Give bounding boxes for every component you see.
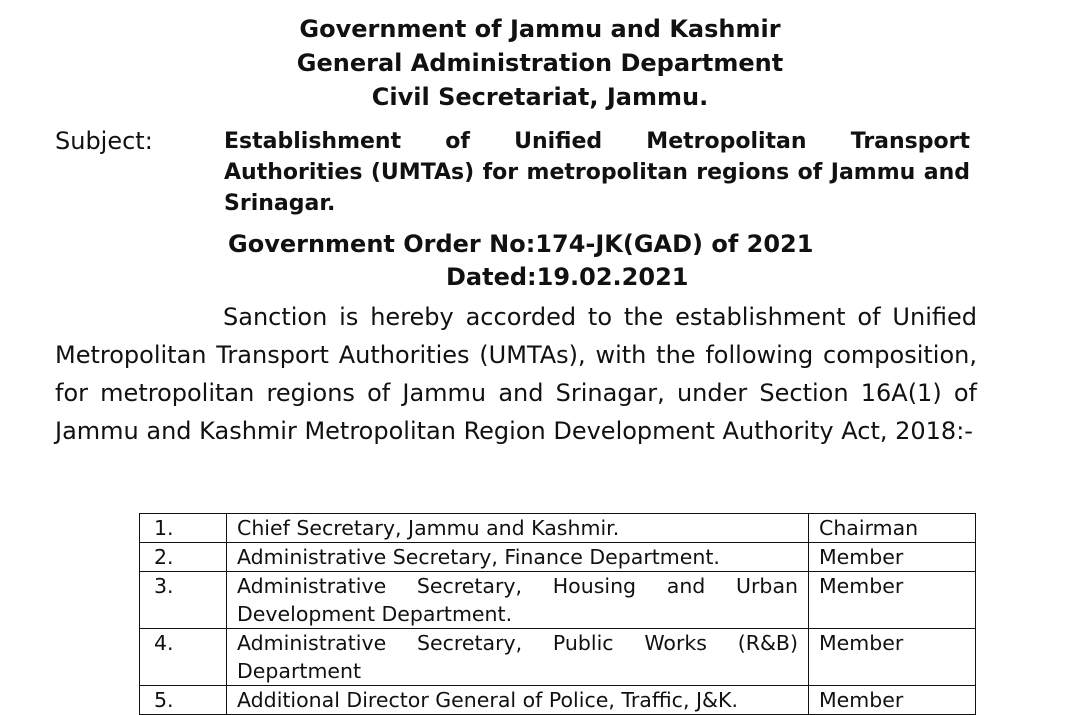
table-row [140,543,976,572]
row-role: Member [809,543,976,572]
row-designation: Administrative Secretary, Housing and Urban Development Department. [227,572,809,629]
order-date: Dated:19.02.2021 [446,263,689,291]
row-role: Chairman [809,514,976,543]
subject-text: Establishment of Unified Metropolitan Transport Authorities (UMTAs) for metropolitan regions of Jammu and Srinagar. [224,129,970,216]
row-number: 4. [140,629,227,686]
order-number: Government Order No:174-JK(GAD) of 2021 [228,230,814,258]
row-number: 5. [140,686,227,715]
row-number: 3. [140,572,227,629]
row-designation: Chief Secretary, Jammu and Kashmir. [227,514,809,543]
row-designation: Additional Director General of Police, Traffic, J&K. [227,686,809,715]
row-designation: Administrative Secretary, Finance Department. [227,543,809,572]
department-title: General Administration Department [296,49,784,77]
row-number: 1. [140,514,227,543]
table-row [140,514,976,543]
table-row [140,629,976,686]
government-title: Government of Jammu and Kashmir [299,15,781,43]
table-row [140,686,976,715]
order-paragraph: Sanction is hereby accorded to the establishment of Unified Metropolitan Transport Authorities (UMTAs), with the following composition, for metropolitan regions of Jammu and Srinagar, under Section 16A(1) of Jammu and Kashmir Metropolitan Region Development Authority Act, 2018:- [55,303,977,445]
subject-label: Subject: [55,127,153,155]
table-row [140,572,976,629]
row-role: Member [809,572,976,629]
row-role: Member [809,686,976,715]
secretariat-title: Civil Secretariat, Jammu. [371,83,709,111]
row-designation: Administrative Secretary, Public Works (R&B) Department [227,629,809,686]
row-role: Member [809,629,976,686]
document-header [0,12,1080,114]
members-table [139,513,976,715]
row-number: 2. [140,543,227,572]
